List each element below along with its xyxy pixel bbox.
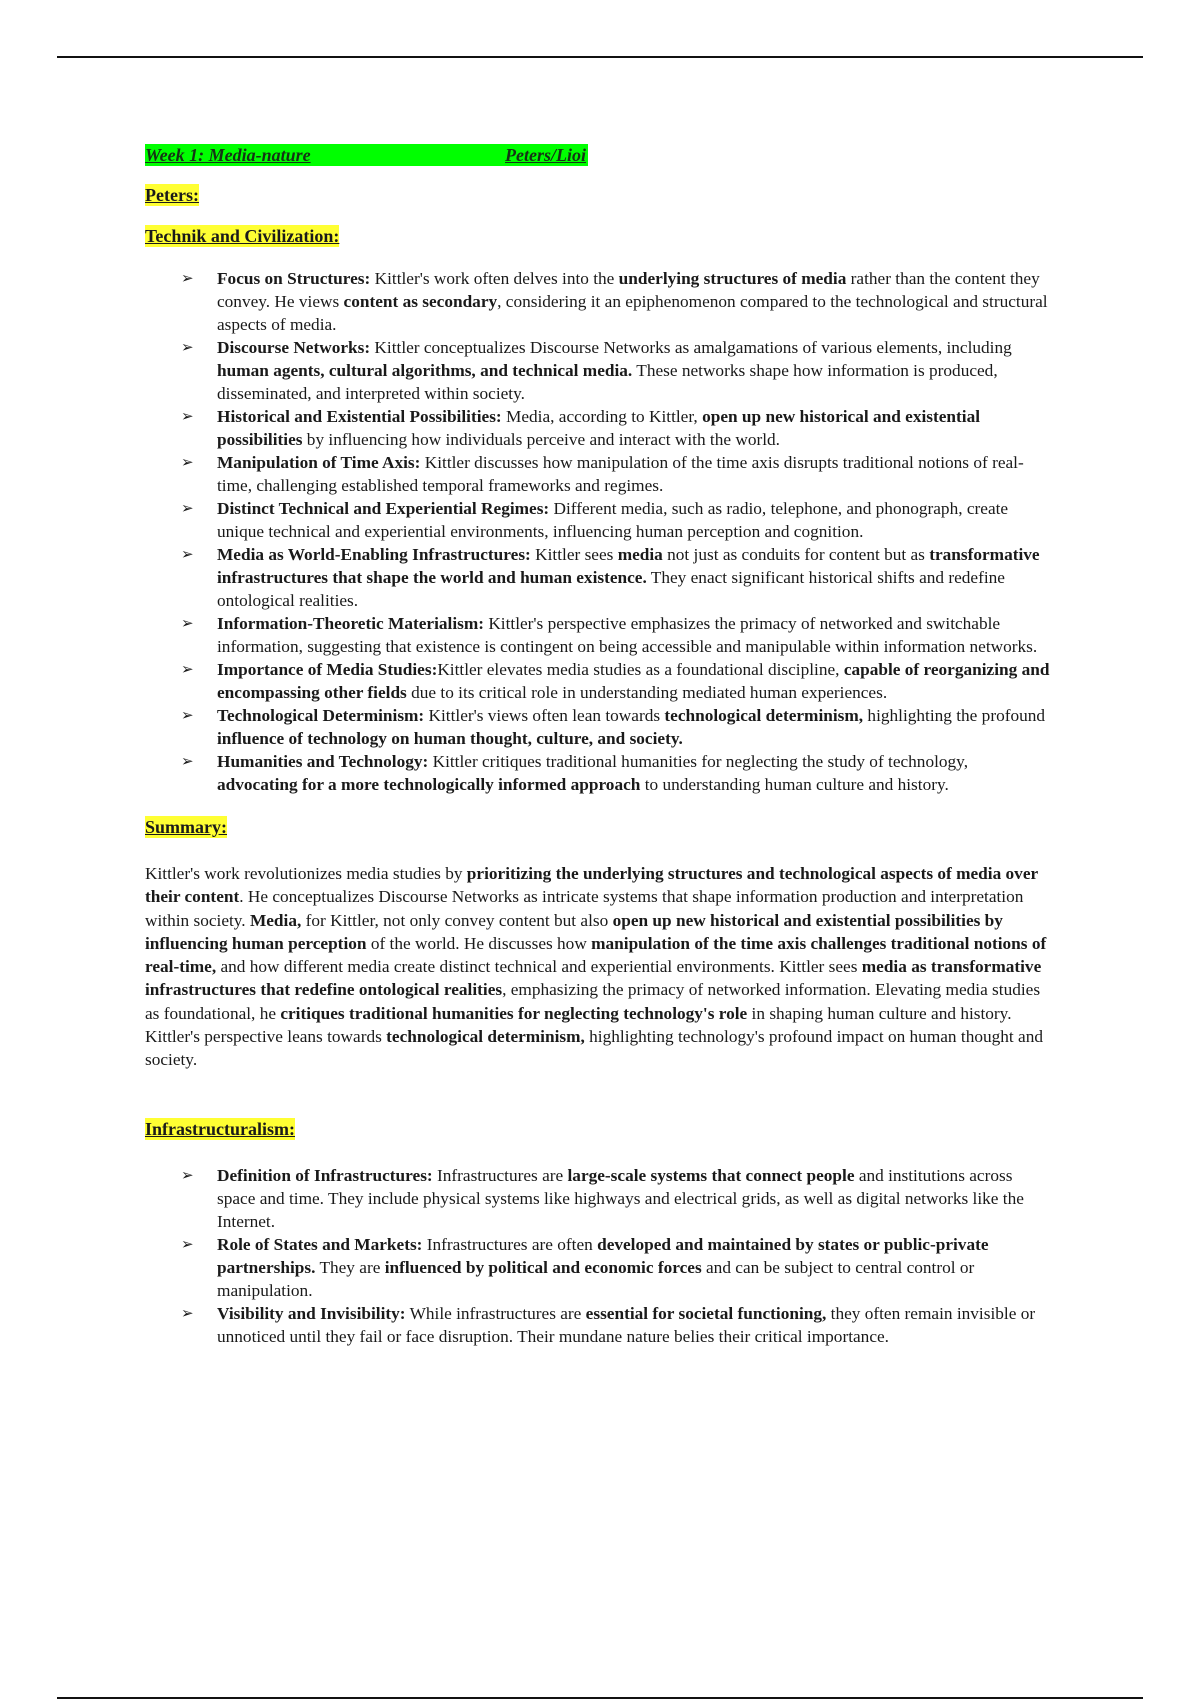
week-title-banner — [145, 144, 588, 166]
week-title: Week 1: Media-nature — [145, 145, 311, 165]
arrow-bullet-icon: ➢ — [181, 614, 194, 632]
bullet-label: Role of States and Markets: — [217, 1234, 423, 1254]
bullet-item — [181, 267, 1051, 336]
bold-text: prioritizing the underlying structures and technological aspects of media over their content — [145, 864, 1038, 907]
text-run: for Kittler, not only convey content but also — [301, 910, 613, 930]
bullet-item — [181, 1164, 1051, 1233]
arrow-bullet-icon: ➢ — [181, 499, 194, 517]
text-run: Kittler conceptualizes Discourse Networks as amalgamations of various elements, including — [370, 338, 1012, 357]
bold-text: open up new historical and existential possibilities — [217, 407, 981, 449]
bullet-label: Importance of Media Studies: — [217, 660, 438, 679]
arrow-bullet-icon: ➢ — [181, 752, 194, 770]
text-run: they often remain invisible or unnoticed until they fail or face disruption. Their mundane nature belies their critical importance. — [217, 1303, 1036, 1346]
text-run: Kittler's perspective emphasizes the primacy of networked and switchable information, suggesting that existence is contingent on being accessible and manipulable within information networks. — [217, 614, 1038, 656]
text-run: Kittler's views often lean towards — [424, 706, 665, 725]
document-page — [145, 144, 1051, 1348]
text-run: Kittler's work often delves into the — [370, 269, 619, 288]
bold-text: influence of technology on human thought, culture, and society. — [217, 729, 683, 748]
text-run: Kittler sees — [530, 545, 618, 564]
bold-text: manipulation of the time axis challenges traditional notions of real-time, — [145, 933, 1047, 977]
bullet-label: Humanities and Technology: — [217, 752, 429, 771]
text-run: Kittler discusses how manipulation of the time axis disrupts traditional notions of real-time, challenging established temporal frameworks and regimes. — [217, 453, 1024, 495]
heading-technik: Technik and Civilization: — [145, 226, 340, 246]
bullet-label: Media as World-Enabling Infrastructures: — [217, 545, 531, 564]
bold-text: capable of reorganizing and encompassing other fields — [217, 660, 1050, 702]
bullet-item — [181, 336, 1051, 405]
text-run: They are — [315, 1257, 385, 1277]
text-run: due to its critical role in understanding mediated human experiences. — [406, 683, 888, 702]
text-run: Infrastructures are often — [422, 1234, 598, 1254]
bullet-label: Discourse Networks: — [217, 338, 371, 357]
arrow-bullet-icon: ➢ — [181, 706, 194, 724]
bold-text: large-scale systems that connect people — [567, 1165, 855, 1185]
bullet-item — [181, 1302, 1051, 1348]
text-run: to understanding human culture and history. — [640, 775, 949, 794]
arrow-bullet-icon: ➢ — [181, 545, 194, 563]
bold-text: technological determinism, — [664, 706, 864, 725]
bullet-label: Focus on Structures: — [217, 269, 371, 288]
bullet-label: Definition of Infrastructures: — [217, 1165, 433, 1185]
technik-bullet-list — [145, 267, 1051, 796]
text-run: These networks shape how information is produced, disseminated, and interpreted within society. — [217, 361, 998, 403]
text-run: and can be subject to central control or manipulation. — [217, 1257, 975, 1300]
bold-text: content as secondary — [343, 292, 498, 311]
bullet-item — [181, 405, 1051, 451]
arrow-bullet-icon: ➢ — [181, 1234, 194, 1253]
arrow-bullet-icon: ➢ — [181, 1165, 194, 1184]
text-run: of the world. He discusses how — [366, 933, 592, 953]
text-run: by influencing how individuals perceive and interact with the world. — [302, 430, 780, 449]
text-run: Different media, such as radio, telephone, and phonograph, create unique technical and experiential environments, influencing human perception and cognition. — [217, 499, 1009, 541]
bullet-item — [181, 543, 1051, 612]
text-run: Media, according to Kittler, — [501, 407, 703, 426]
bullet-label: Information-Theoretic Materialism: — [217, 614, 484, 633]
text-run: not just as conduits for content but as — [662, 545, 930, 564]
bold-text: open up new historical and existential possibilities by influencing human perception — [145, 910, 1003, 953]
text-run: and how different media create distinct technical and experiential environments. Kittler sees — [216, 957, 862, 977]
bullet-item — [181, 612, 1051, 658]
arrow-bullet-icon: ➢ — [181, 453, 194, 471]
bullet-label: Manipulation of Time Axis: — [217, 453, 421, 472]
bold-text: advocating for a more technologically informed approach — [217, 775, 641, 794]
bullet-item — [181, 704, 1051, 750]
arrow-bullet-icon: ➢ — [181, 407, 194, 425]
bold-text: influenced by political and economic forces — [384, 1257, 702, 1277]
text-run: , emphasizing the primacy of networked information. Elevating media studies as foundational, he — [145, 980, 1041, 1023]
infra-bullet-list — [145, 1164, 1051, 1348]
bullet-item — [181, 497, 1051, 543]
arrow-bullet-icon: ➢ — [181, 660, 194, 678]
text-run: While infrastructures are — [405, 1303, 586, 1323]
bullet-item — [181, 1233, 1051, 1302]
bold-text: transformative infrastructures that shape the world and human existence. — [217, 545, 1040, 587]
text-run: rather than the content they convey. He views — [217, 269, 1040, 311]
bullet-item — [181, 451, 1051, 497]
summary-paragraph — [145, 862, 1051, 1072]
bullet-label: Visibility and Invisibility: — [217, 1303, 406, 1323]
arrow-bullet-icon: ➢ — [181, 1303, 194, 1322]
heading-summary: Summary: — [145, 817, 227, 837]
text-run: Kittler elevates media studies as a foundational discipline, — [437, 660, 844, 679]
bold-text: essential for societal functioning, — [585, 1303, 827, 1323]
text-run: , considering it an epiphenomenon compared to the technological and structural aspects of media. — [217, 292, 1048, 334]
heading-peters: Peters: — [145, 185, 199, 205]
text-run: in shaping human culture and history. Kittler's perspective leans towards — [145, 1003, 1012, 1047]
bullet-item — [181, 750, 1051, 796]
text-run: Kittler's work revolutionizes media studies by — [145, 864, 467, 883]
bold-text: media — [617, 545, 663, 564]
bold-text: underlying structures of media — [618, 269, 847, 288]
arrow-bullet-icon: ➢ — [181, 338, 194, 356]
bullet-label: Historical and Existential Possibilities: — [217, 407, 502, 426]
bottom-rule — [57, 1697, 1143, 1699]
text-run: Infrastructures are — [432, 1165, 568, 1185]
text-run: Kittler critiques traditional humanities for neglecting the study of technology, — [428, 752, 969, 771]
text-run: They enact significant historical shifts and redefine ontological realities. — [217, 568, 1005, 610]
text-run: highlighting technology's profound impact on human thought and society. — [145, 1027, 1043, 1070]
bold-text: developed and maintained by states or public-private partnerships. — [217, 1234, 989, 1277]
bold-text: human agents, cultural algorithms, and technical media. — [217, 361, 633, 380]
bold-text: Media, — [249, 910, 302, 930]
bold-text: technological determinism, — [386, 1027, 585, 1047]
arrow-bullet-icon: ➢ — [181, 269, 194, 287]
heading-infrastructuralism: Infrastructuralism: — [145, 1118, 295, 1139]
bullet-label: Distinct Technical and Experiential Regimes: — [217, 499, 550, 518]
text-run: . He conceptualizes Discourse Networks as intricate systems that shape information production and interpretation within society. — [145, 887, 1024, 930]
text-run: highlighting the profound — [863, 706, 1046, 725]
bold-text: critiques traditional humanities for neglecting technology's role — [280, 1003, 748, 1023]
bold-text: media as transformative infrastructures that redefine ontological realities — [145, 957, 1042, 1000]
bullet-label: Technological Determinism: — [217, 706, 425, 725]
text-run: and institutions across space and time. They include physical systems like highways and electrical grids, as well as digital networks like the Internet. — [217, 1165, 1024, 1231]
authors: Peters/Lioi — [505, 145, 586, 165]
bullet-item — [181, 658, 1051, 704]
top-rule — [57, 56, 1143, 58]
